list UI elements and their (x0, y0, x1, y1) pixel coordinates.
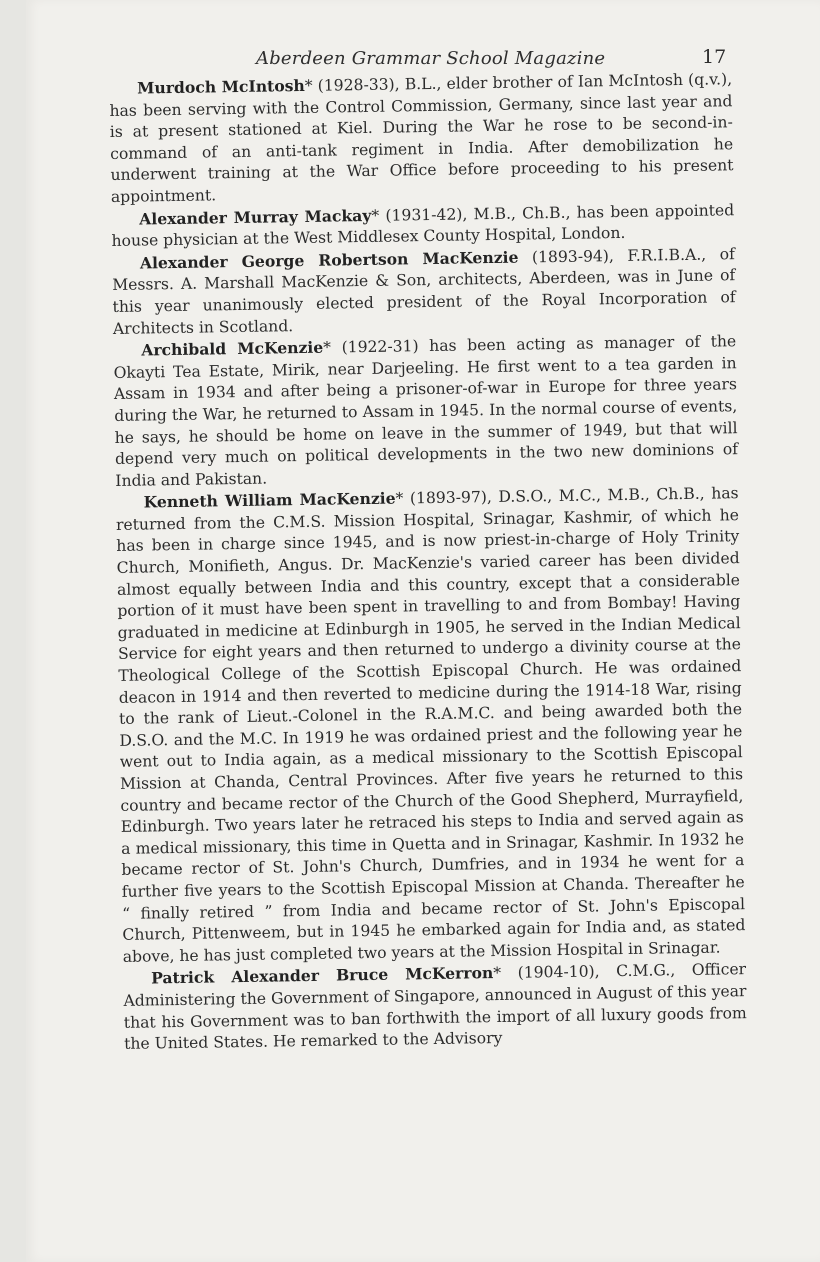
entry-archibald-mckenzie (113, 330, 738, 492)
entry-name: Murdoch McIntosh (137, 75, 305, 98)
entry-alexander-george-robertson-mackenzie (112, 243, 736, 340)
entry-name: Kenneth William MacKenzie (143, 488, 396, 512)
magazine-page (26, 0, 820, 1262)
running-title: Aberdeen Grammar School Magazine (256, 48, 606, 69)
entry-murdoch-mcintosh (109, 68, 734, 208)
entry-name: Archibald McKenzie (141, 337, 324, 360)
page-body (109, 68, 747, 1055)
entry-text: * (1928-33), B.L., elder brother of Ian McIntosh (q.v.), has been serving with the Control Commission, Germany, since last year and is at present stationed at Kiel. During the War he rose to be second-in-command of an anti-tank regiment in India. After demobilization he underwent training at the War Office before proceeding to his present appointment. (109, 70, 734, 206)
entry-kenneth-william-mackenzie (116, 482, 746, 968)
entry-name: Patrick Alexander Bruce McKerron (150, 963, 494, 988)
page-number: 17 (702, 46, 727, 68)
entry-patrick-alexander-bruce-mckerron (123, 958, 747, 1055)
entry-name: Alexander Murray Mackay (139, 205, 372, 229)
entry-text: * (1893-97), D.S.O., M.C., M.B., Ch.B., has returned from the C.M.S. Mission Hospital, Srinagar, Kashmir, of which he has been in charge since 1945, and is now priest-in-charge of Holy Trinity Church, Monifieth, Angus. Dr. MacKenzie's varied career has been divided almost equally between India and this country, except that a considerable portion of it must have been spent in travelling to and from Bombay! Having graduated in medicine at Edinburgh in 1905, he served in the Indian Medical Service for eight years and then returned to undergo a divinity course at the Theological College of the Scottish Episcopal Church. He was ordained deacon in 1914 and then reverted to medicine during the 1914-18 War, rising to the rank of Lieut.-Colonel in the R.A.M.C. and being awarded both the D.S.O. and the M.C. In 1919 he was ordained priest and the following year he went out to India again, as a medical missionary to the Scottish Episcopal Mission at Chanda, Central Provinces. After five years he returned to this country and became rector of the Church of the Good Shepherd, Murrayfield, Edinburgh. Two years later he retraced his steps to India and served again as a medical missionary, this time in Quetta and in Srinagar, Kashmir. In 1932 he became rector of St. John's Church, Dumfries, and in 1934 he went for a further five years to the Scottish Episcopal Mission at Chanda. Thereafter he “ finally retired ” from India and became rector of St. John's Episcopal Church, Pittenweem, but in 1945 he embarked again for India and, as stated above, he has just completed two years at the Mission Hospital in Srinagar. (115, 484, 746, 966)
entry-text: (1893-94), F.R.I.B.A., of Messrs. A. Marshall MacKenzie & Son, architects, Aberdeen, was in June of this year unanimously elected president of the Royal Incorporation of Architects in Scotland. (112, 244, 736, 338)
entry-name: Alexander George Robertson MacKenzie (139, 247, 519, 273)
entry-text: * (1922-31) has been acting as manager of the Okayti Tea Estate, Mirik, near Darjeeling. He first went to a tea garden in Assam in 1934 and after being a prisoner-of-war in Europe for three years during the War, he returned to Assam in 1945. In the normal course of events, he says, he should be home on leave in the summer of 1949, but that will depend very much on political developments in the two new dominions of India and Pakistan. (113, 332, 739, 490)
entry-text: * (1904-10), C.M.G., Officer Administering the Government of Singapore, announced in August of this year that his Government was to ban forthwith the import of all luxury goods from the United States. He remarked to the Advisory (123, 960, 747, 1054)
entry-text: * (1931-42), M.B., Ch.B., has been appointed house physician at the West Middlesex County Hospital, London. (111, 200, 735, 251)
